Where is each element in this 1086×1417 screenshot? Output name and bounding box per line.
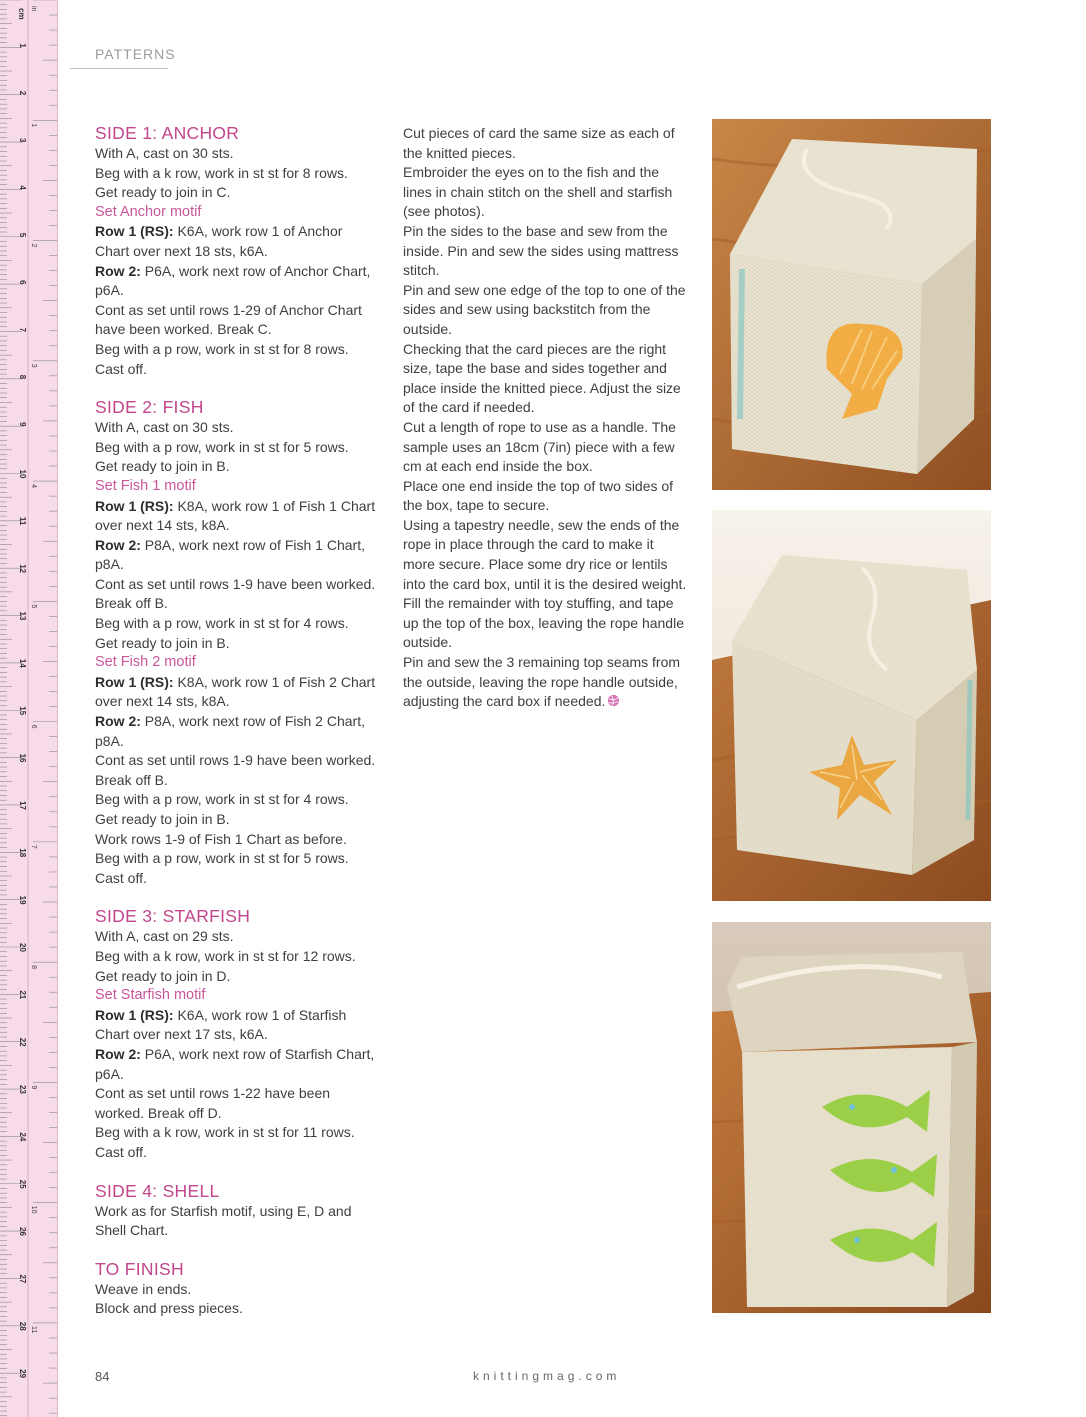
ruler-cm-number: 28	[18, 1321, 27, 1331]
pattern-line: With A, cast on 30 sts.	[95, 145, 234, 161]
pattern-line: Get ready to join in B.	[95, 458, 230, 475]
row-label: Row 1 (RS):	[95, 223, 174, 240]
pattern-line: Beg with a k row, work in st st for 12 rows.	[95, 947, 356, 964]
row-text: K8A, work row 1 of Fish 2 Chart over next 14 sts, k8A.	[95, 673, 376, 710]
ruler-cm-number: 23	[18, 1085, 27, 1094]
pattern-row	[95, 1006, 380, 1045]
ruler-in-number: 2	[30, 243, 37, 248]
yarn-ball-icon	[607, 694, 620, 707]
ruler-cm-number: 21	[18, 990, 27, 1000]
ruler-cm-number: 13	[18, 611, 27, 621]
section-title: SIDE 2: FISH	[95, 397, 204, 418]
section-title: SIDE 1: ANCHOR	[95, 123, 240, 143]
pattern-row	[95, 536, 380, 575]
ruler-cm-number: 17	[18, 800, 27, 810]
ruler-cm-number: 1	[18, 43, 27, 48]
photo-starfish-image	[712, 510, 991, 901]
row-label: Row 1 (RS):	[95, 497, 174, 514]
row-label: Row 2:	[95, 262, 141, 279]
final-instruction: Pin and sew the 3 remaining top seams from the outside, leaving the rope handle outside, adjusting the card box if needed.	[403, 654, 681, 710]
ruler-cm-number: 2	[18, 90, 27, 96]
ruler-in-number: 7	[30, 844, 37, 849]
ruler-cm-number: 18	[18, 848, 27, 858]
instruction-paragraph: Embroider the eyes on to the fish and the lines in chain stitch on the shell and starfish (see photos).	[403, 164, 673, 220]
pattern-line: Beg with a k row, work in st st for 8 rows.	[95, 164, 348, 181]
row-text: P8A, work next row of Fish 2 Chart, p8A.	[95, 713, 365, 749]
ruler-in-number: 1	[30, 123, 37, 128]
ruler-cm-number: 12	[18, 564, 27, 574]
ruler-cm-number: 20	[18, 943, 27, 952]
pattern-line: Beg with a p row, work in st st for 8 rows.	[95, 340, 349, 357]
row-label: Row 2:	[95, 536, 141, 553]
ruler-cm-number: 14	[18, 658, 27, 668]
section-label: PATTERNS	[95, 46, 176, 62]
section-anchor	[95, 122, 380, 379]
photo-shell-image	[712, 119, 991, 490]
motif-heading: Set Fish 1 motif	[95, 477, 196, 494]
motif-heading: Set Anchor motif	[95, 203, 202, 220]
ruler-cm-number: 4	[18, 185, 27, 190]
website-url: knittingmag.com	[473, 1369, 621, 1383]
photo-starfish-doorstop	[712, 510, 991, 901]
page-number: 84	[95, 1369, 110, 1384]
motif-heading: Set Fish 2 motif	[95, 654, 196, 671]
pattern-row	[95, 497, 380, 536]
ruler-cm-number: 8	[18, 374, 27, 380]
pattern-line: Beg with a p row, work in st st for 4 rows.	[95, 615, 349, 632]
ruler-cm-number: 5	[18, 232, 27, 238]
pattern-row	[95, 222, 380, 261]
ruler-in-number: 4	[30, 484, 37, 488]
pattern-line: Cont as set until rows 1-29 of Anchor Chart have been worked. Break C.	[95, 301, 362, 338]
instruction-paragraph	[403, 653, 688, 712]
pattern-line: Get ready to join in B.	[95, 634, 230, 651]
ruler-in-number: 10	[30, 1205, 37, 1214]
pattern-line: Cast off.	[95, 360, 147, 377]
ruler-cm-number: 25	[18, 1179, 27, 1189]
instruction-paragraph: Pin and sew one edge of the top to one of the sides and sew using backstitch from the outside.	[403, 281, 686, 337]
ruler-in-number: 9	[30, 1085, 37, 1090]
ruler-cm-number: 19	[18, 895, 27, 905]
ruler-cm-number: 27	[18, 1274, 27, 1284]
pattern-line: Work rows 1-9 of Fish 1 Chart as before.	[95, 830, 347, 847]
instruction-paragraph: Cut pieces of card the same size as each of the knitted pieces.	[403, 125, 675, 161]
pattern-line: Get ready to join in C.	[95, 184, 231, 201]
instruction-paragraph: Place one end inside the top of two sides of the box, tape to secure.	[403, 477, 674, 514]
instruction-paragraph: Using a tapestry needle, sew the ends of the rope in place through the card to make it more secure. Place some dry rice or lentils into the card box, until it is the desired weight. Fill the remainder with toy stuffing, and tape up the top of the box, leaving the rope handle outside.	[403, 516, 687, 651]
pattern-line: Get ready to join in D.	[95, 967, 231, 984]
row-text: P8A, work next row of Fish 1 Chart, p8A.	[95, 536, 365, 573]
ruler-cm-number: 3	[18, 138, 27, 143]
ruler-cm-number: 11	[18, 516, 27, 526]
photo-fish-image	[712, 922, 991, 1313]
pattern-line: Cont as set until rows 1-22 have been worked. Break off D.	[95, 1085, 331, 1121]
pattern-row	[95, 673, 380, 712]
ruler-in-label: in	[30, 6, 37, 12]
pattern-line: With A, cast on 29 sts.	[95, 928, 234, 945]
row-label: Row 1 (RS):	[95, 1006, 174, 1023]
section-title: TO FINISH	[95, 1258, 184, 1279]
pattern-line: Beg with a p row, work in st st for 5 rows.	[95, 850, 349, 867]
row-label: Row 2:	[95, 1045, 141, 1062]
pattern-line: Get ready to join in B.	[95, 811, 230, 827]
motif-heading: Set Starfish motif	[95, 987, 206, 1004]
section-title: SIDE 3: STARFISH	[95, 906, 251, 927]
instruction-paragraph: Cut a length of rope to use as a handle. The sample uses an 18cm (7in) piece with a few cm at each end inside the box.	[403, 418, 676, 475]
ruler-in-number: 3	[30, 363, 37, 368]
ruler-cm-number: 9	[18, 422, 27, 427]
row-text: P6A, work next row of Anchor Chart, p6A.	[95, 262, 371, 299]
section-starfish	[95, 905, 380, 1162]
instruction-paragraph: Pin the sides to the base and sew from the inside. Pin and sew the sides using mattress stitch.	[403, 222, 679, 279]
ruler-cm-number: 16	[18, 753, 27, 763]
ruler-cm-number: 24	[18, 1132, 27, 1142]
ruler-cm-number: 7	[18, 327, 27, 332]
section-finish	[95, 1258, 380, 1319]
ruler-cm-number: 29	[18, 1369, 27, 1379]
pattern-column-1	[95, 122, 380, 1336]
ruler-in-number: 8	[30, 965, 37, 970]
row-text: K6A, work row 1 of Starfish Chart over next 17 sts, k6A.	[95, 1006, 347, 1043]
section-title: SIDE 4: SHELL	[95, 1180, 220, 1201]
pattern-line: Cont as set until rows 1-9 have been worked. Break off B.	[95, 752, 376, 788]
ruler-ticks	[0, 0, 57, 1417]
pattern-line: Weave in ends.	[95, 1280, 192, 1297]
photo-shell-doorstop	[712, 119, 991, 490]
section-shell	[95, 1180, 380, 1241]
measuring-ruler	[0, 0, 58, 1417]
pattern-line: Work as for Starfish motif, using E, D and Shell Chart.	[95, 1202, 352, 1239]
pattern-row	[95, 262, 380, 301]
ruler-in-number: 5	[30, 604, 37, 609]
ruler-cm-number: 26	[18, 1227, 27, 1237]
pattern-row	[95, 1045, 380, 1084]
row-text: K6A, work row 1 of Anchor Chart over next 18 sts, k6A.	[95, 223, 343, 259]
pattern-line: Cast off.	[95, 869, 147, 886]
pattern-line: With A, cast on 30 sts.	[95, 419, 234, 436]
pattern-line: Beg with a k row, work in st st for 11 rows.	[95, 1124, 355, 1141]
pattern-line: Cast off.	[95, 1143, 147, 1160]
row-text: P6A, work next row of Starfish Chart, p6A.	[95, 1045, 375, 1082]
ruler-cm-number: 15	[18, 706, 27, 716]
section-rule	[70, 68, 168, 69]
instruction-paragraph: Checking that the card pieces are the right size, tape the base and sides together and place inside the knitted piece. Adjust the size of the card if needed.	[403, 340, 681, 416]
ruler-cm-number: 10	[18, 469, 27, 479]
photo-fish-doorstop	[712, 922, 991, 1313]
ruler-in-number: 6	[30, 724, 37, 729]
ruler-cm-label: cm	[17, 8, 26, 20]
pattern-line: Block and press pieces.	[95, 1300, 243, 1317]
row-label: Row 2:	[95, 713, 141, 730]
pattern-line: Beg with a p row, work in st st for 5 rows.	[95, 438, 349, 455]
section-fish	[95, 396, 380, 888]
row-label: Row 1 (RS):	[95, 673, 174, 690]
pattern-row	[95, 712, 380, 751]
pattern-line: Cont as set until rows 1-9 have been worked. Break off B.	[95, 575, 376, 612]
ruler-cm-number: 6	[18, 280, 27, 285]
pattern-column-2	[403, 124, 688, 712]
ruler-cm-number: 22	[18, 1037, 27, 1047]
pattern-line: Beg with a p row, work in st st for 4 rows.	[95, 791, 349, 808]
ruler-in-number: 11	[30, 1325, 37, 1334]
row-text: K8A, work row 1 of Fish 1 Chart over next 14 sts, k8A.	[95, 497, 376, 534]
